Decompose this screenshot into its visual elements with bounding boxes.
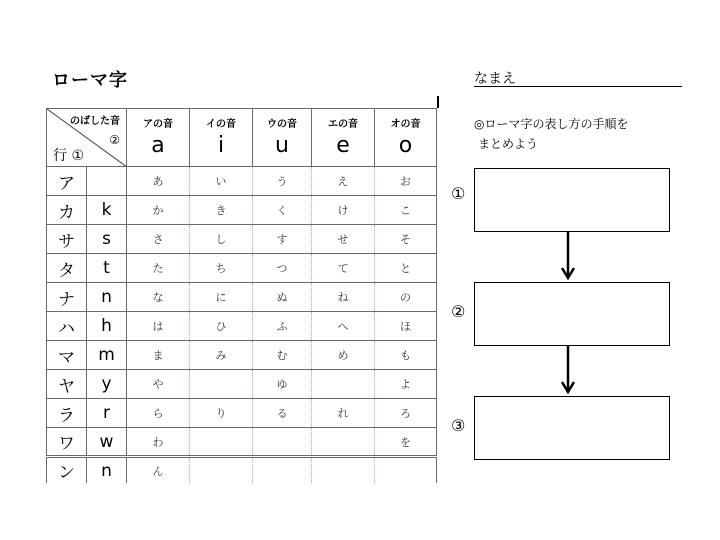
kana-cell-i [190, 457, 253, 484]
step-answer-box-2[interactable] [474, 282, 670, 346]
vowel-label: ウの音 [267, 119, 297, 130]
vowel-label: イの音 [206, 119, 236, 130]
diagonal-header-cell [47, 109, 127, 167]
name-write-line[interactable] [474, 86, 682, 87]
kana-cell-a: は [127, 312, 190, 341]
long-vowel-label: のばした音 [70, 116, 120, 127]
kana-cell-o: そ [375, 225, 437, 254]
gyou-katakana: カ [47, 196, 87, 225]
kana-cell-u: ぬ [253, 283, 312, 312]
kana-cell-u: う [253, 167, 312, 196]
gyou-katakana: ハ [47, 312, 87, 341]
kana-cell-a: ら [127, 399, 190, 428]
kana-cell-a: ま [127, 341, 190, 370]
kana-cell-e: え [312, 167, 375, 196]
step-answer-box-1[interactable] [474, 168, 670, 232]
vowel-label: アの音 [143, 119, 173, 130]
kana-cell-o: を [375, 428, 437, 457]
instruction-line-1: ◎ローマ字の表し方の手順を [474, 117, 629, 131]
kana-cell-e: へ [312, 312, 375, 341]
kana-cell-e: ね [312, 283, 375, 312]
kana-cell-e [312, 370, 375, 399]
kana-cell-u: く [253, 196, 312, 225]
kana-cell-i: ち [190, 254, 253, 283]
kana-cell-i [190, 370, 253, 399]
kana-cell-o: の [375, 283, 437, 312]
romaji-table [46, 108, 437, 483]
kana-cell-o: お [375, 167, 437, 196]
consonant-letter: n [87, 283, 127, 312]
consonant-letter: r [87, 399, 127, 428]
kana-cell-u: ゆ [253, 370, 312, 399]
consonant-letter: t [87, 254, 127, 283]
circle-two-label: ② [109, 133, 120, 147]
kana-cell-i: い [190, 167, 253, 196]
consonant-letter: s [87, 225, 127, 254]
kana-cell-e: め [312, 341, 375, 370]
kana-cell-i: に [190, 283, 253, 312]
kana-cell-i [190, 428, 253, 457]
table-row [47, 283, 437, 312]
gyou-katakana: サ [47, 225, 87, 254]
kana-cell-o: も [375, 341, 437, 370]
kana-cell-o: こ [375, 196, 437, 225]
vowel-label: エの音 [328, 119, 358, 130]
step-number-2: ② [451, 302, 466, 321]
gyou-katakana: ヤ [47, 370, 87, 399]
consonant-letter [87, 167, 127, 196]
kana-cell-e: け [312, 196, 375, 225]
step-number-3: ③ [451, 416, 466, 435]
vowel-romaji: a [151, 133, 165, 158]
vowel-header-o [375, 109, 437, 167]
vowel-romaji: u [275, 133, 289, 158]
kana-cell-i: ひ [190, 312, 253, 341]
table-row [47, 196, 437, 225]
gyou-katakana: ラ [47, 399, 87, 428]
instruction-text [474, 114, 628, 154]
step-number-1: ① [451, 184, 466, 203]
divider-tick [437, 96, 439, 108]
kana-cell-a: わ [127, 428, 190, 457]
gyou-katakana: マ [47, 341, 87, 370]
consonant-letter: w [87, 428, 127, 457]
kana-cell-u [253, 457, 312, 484]
kana-cell-a: ん [127, 457, 190, 484]
table-row [47, 167, 437, 196]
vowel-romaji: e [336, 133, 350, 158]
row-label: 行 ① [53, 148, 85, 164]
kana-cell-o: ほ [375, 312, 437, 341]
kana-cell-u: つ [253, 254, 312, 283]
table-row [47, 428, 437, 457]
table-row [47, 225, 437, 254]
kana-cell-u [253, 428, 312, 457]
consonant-letter: y [87, 370, 127, 399]
name-label: なまえ [474, 71, 516, 87]
kana-cell-i: き [190, 196, 253, 225]
kana-cell-e: て [312, 254, 375, 283]
down-arrow-icon [561, 232, 575, 280]
gyou-katakana: ワ [47, 428, 87, 457]
vowel-header-i [190, 109, 253, 167]
kana-cell-u: す [253, 225, 312, 254]
consonant-letter: h [87, 312, 127, 341]
table-row [47, 399, 437, 428]
consonant-letter: k [87, 196, 127, 225]
kana-cell-u: ふ [253, 312, 312, 341]
step-answer-box-3[interactable] [474, 396, 670, 460]
table-row [47, 457, 437, 484]
kana-cell-a: た [127, 254, 190, 283]
kana-cell-i: み [190, 341, 253, 370]
kana-cell-a: な [127, 283, 190, 312]
vowel-header-e [312, 109, 375, 167]
kana-cell-a: あ [127, 167, 190, 196]
table-row [47, 341, 437, 370]
kana-cell-a: さ [127, 225, 190, 254]
header-row [47, 109, 437, 167]
kana-cell-e [312, 457, 375, 484]
kana-cell-e [312, 428, 375, 457]
kana-cell-i: し [190, 225, 253, 254]
table-row [47, 254, 437, 283]
kana-cell-e: れ [312, 399, 375, 428]
kana-cell-e: せ [312, 225, 375, 254]
vowel-header-u [253, 109, 312, 167]
vowel-label: オの音 [390, 119, 421, 130]
table-row [47, 370, 437, 399]
kana-cell-a: や [127, 370, 190, 399]
gyou-katakana: タ [47, 254, 87, 283]
gyou-katakana: ン [47, 457, 87, 484]
kana-cell-u: る [253, 399, 312, 428]
kana-cell-o: と [375, 254, 437, 283]
consonant-letter: n [87, 457, 127, 484]
consonant-letter: m [87, 341, 127, 370]
vowel-romaji: o [398, 133, 413, 158]
kana-cell-o [375, 457, 437, 484]
instruction-line-2: まとめよう [478, 137, 539, 151]
down-arrow-icon [561, 346, 575, 394]
kana-cell-i: り [190, 399, 253, 428]
vowel-romaji: i [217, 133, 225, 158]
kana-cell-o: よ [375, 370, 437, 399]
kana-cell-a: か [127, 196, 190, 225]
kana-cell-u: む [253, 341, 312, 370]
kana-cell-o: ろ [375, 399, 437, 428]
vowel-header-a [127, 109, 190, 167]
worksheet-title: ローマ字 [52, 70, 128, 91]
gyou-katakana: ナ [47, 283, 87, 312]
table-row [47, 312, 437, 341]
gyou-katakana: ア [47, 167, 87, 196]
